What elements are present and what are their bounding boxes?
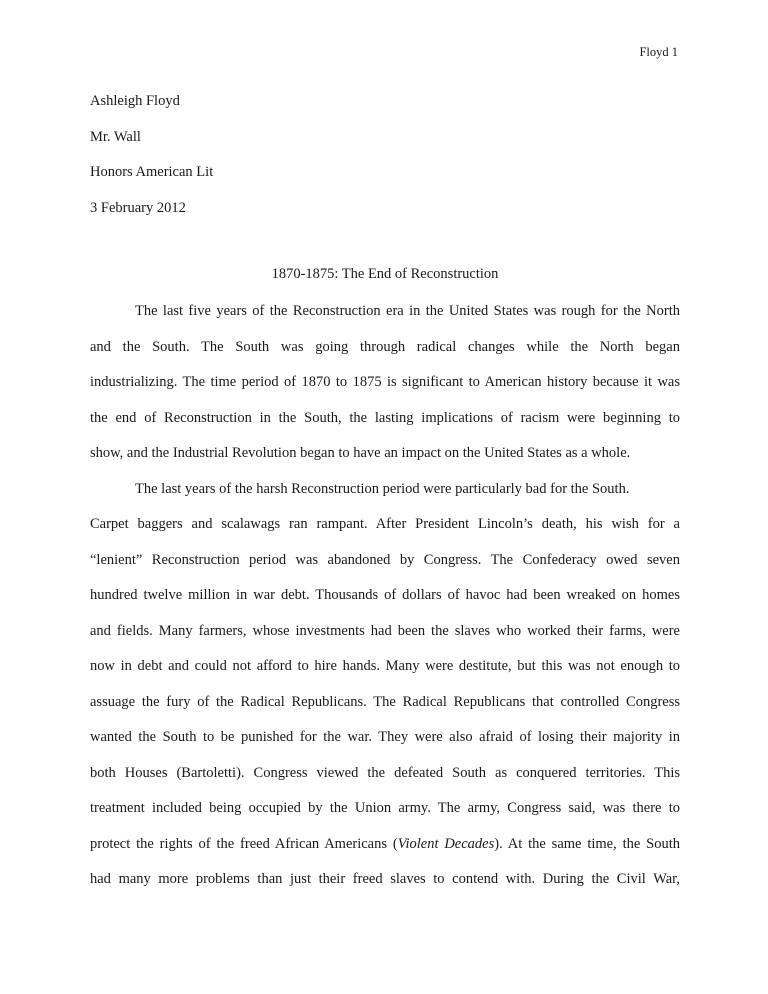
paragraph-2-line: hundred twelve million in war debt. Thousands of dollars of havoc had been wreaked on homes bbox=[90, 587, 680, 603]
instructor-name: Mr. Wall bbox=[90, 128, 141, 145]
paragraph-2-line: “lenient” Reconstruction period was abandoned by Congress. The Confederacy owed seven bbox=[90, 551, 680, 568]
paragraph-2-line: treatment included being occupied by the Union army. The army, Congress said, was there to bbox=[90, 800, 680, 816]
running-head: Floyd 1 bbox=[639, 45, 678, 59]
paragraph-2-line: both Houses (Bartoletti). Congress viewed the defeated South as conquered territories. This bbox=[90, 764, 680, 781]
citation-italic-title: Violent Decades bbox=[397, 835, 495, 852]
date: 3 February 2012 bbox=[90, 199, 186, 216]
paragraph-2-line: The last years of the harsh Reconstruction period were particularly bad for the South. bbox=[135, 480, 630, 497]
paragraph-1-line: the end of Reconstruction in the South, the lasting implications of racism were beginning to bbox=[90, 409, 680, 426]
paragraph-2-citation-line bbox=[90, 833, 680, 869]
heading-block bbox=[90, 90, 680, 232]
paragraph-2-line: assuage the fury of the Radical Republicans. The Radical Republicans that controlled Congress bbox=[90, 693, 680, 710]
paragraph-2-line: wanted the South to be punished for the war. They were also afraid of losing their majority in bbox=[90, 729, 680, 745]
paper-title: 1870-1875: The End of Reconstruction bbox=[271, 266, 499, 282]
paragraph-1-line: industrializing. The time period of 1870 to 1875 is significant to American history because it was bbox=[90, 374, 680, 390]
paragraph-2-line: had many more problems than just their freed slaves to contend with. During the Civil War, bbox=[90, 871, 680, 887]
author-name: Ashleigh Floyd bbox=[90, 93, 180, 109]
paragraph-2-line: and fields. Many farmers, whose investments had been the slaves who worked their farms, were bbox=[90, 622, 680, 639]
course-name: Honors American Lit bbox=[90, 164, 214, 180]
paragraph-1-line: and the South. The South was going through radical changes while the North began bbox=[90, 338, 680, 355]
paragraph-1-line: show, and the Industrial Revolution began to have an impact on the United States as a whole. bbox=[90, 445, 631, 461]
citation-line-before: protect the rights of the freed African Americans ( bbox=[90, 835, 398, 852]
paragraph-2-line: now in debt and could not afford to hire hands. Many were destitute, but this was not enough to bbox=[90, 658, 680, 674]
citation-line-after: ). At the same time, the South bbox=[494, 835, 680, 852]
paragraph-2-line: Carpet baggers and scalawags ran rampant. After President Lincoln’s death, his wish for a bbox=[90, 516, 680, 532]
body-text bbox=[90, 300, 680, 904]
paragraph-1-line: The last five years of the Reconstruction era in the United States was rough for the North bbox=[135, 303, 680, 319]
